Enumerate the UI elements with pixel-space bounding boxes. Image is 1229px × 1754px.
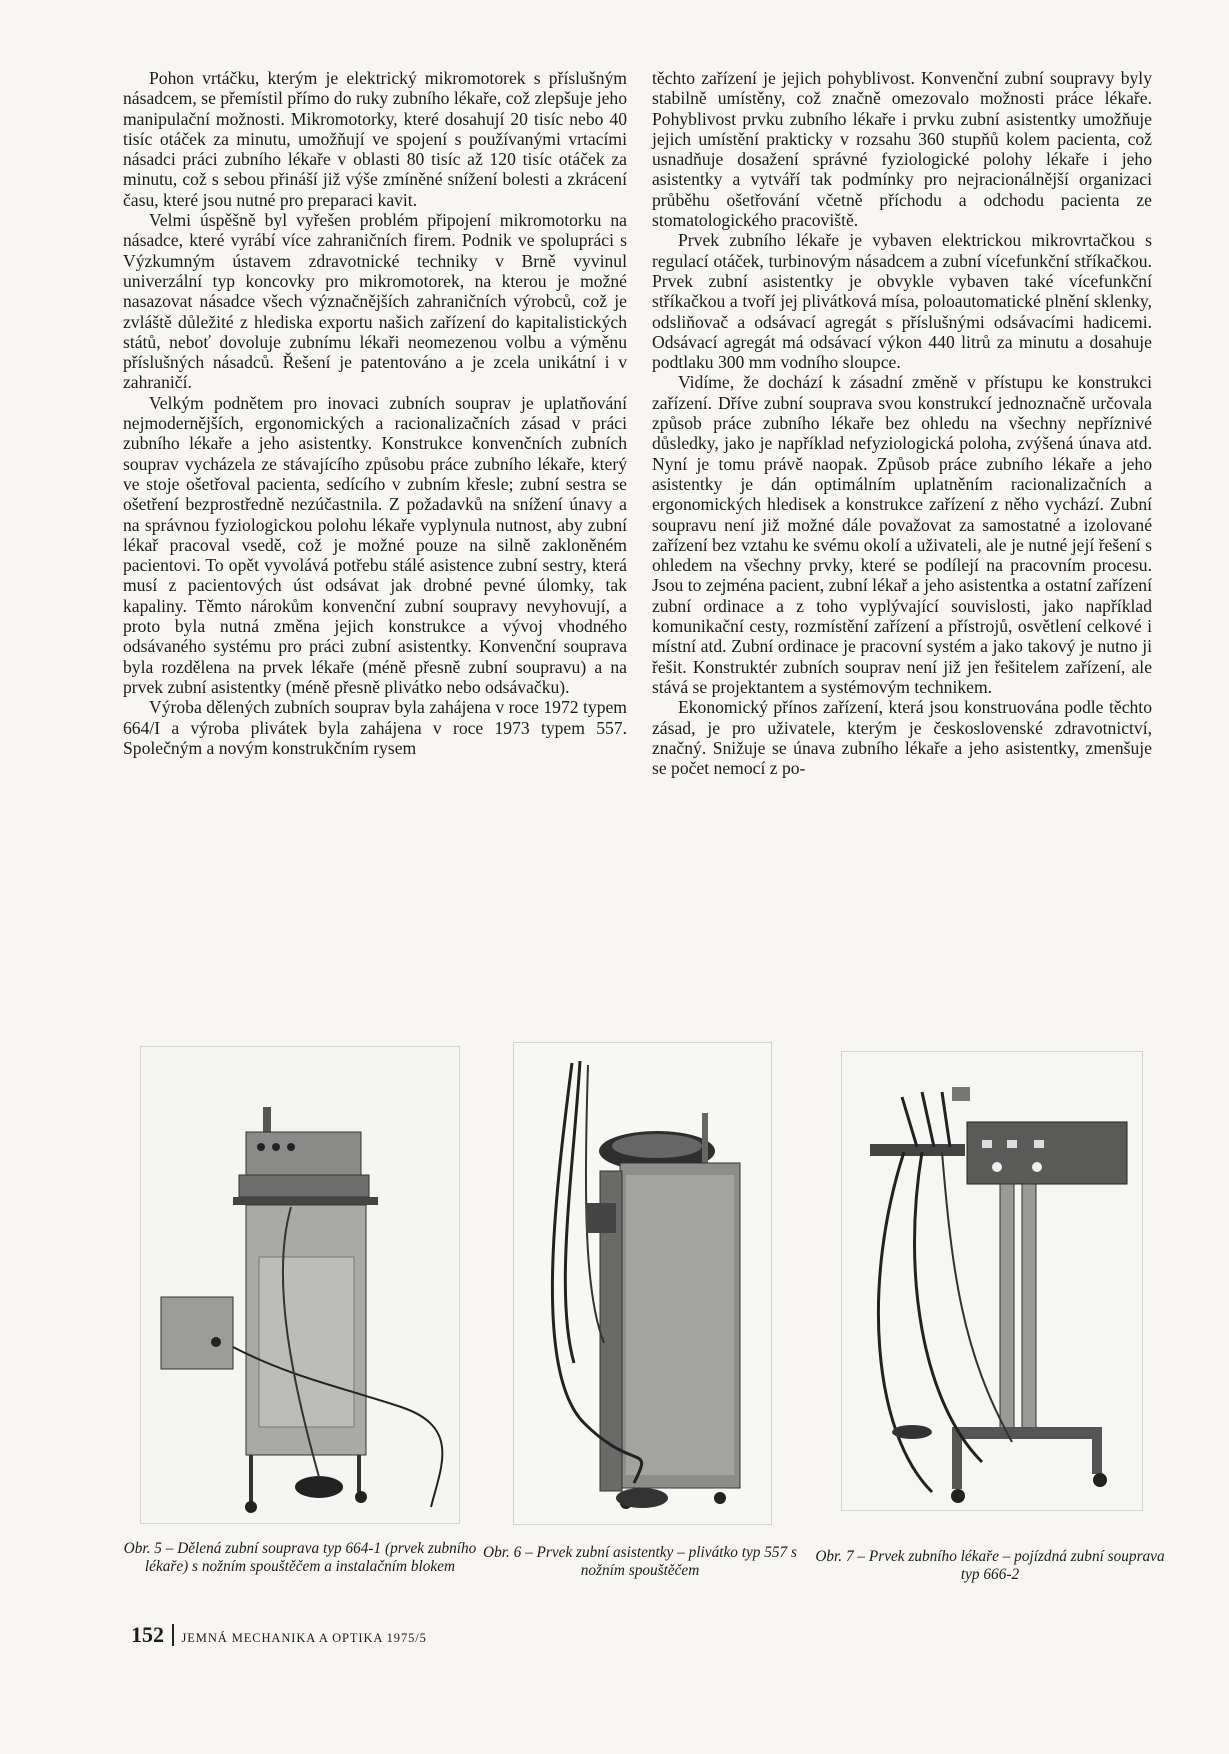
- paragraph: Vidíme, že dochází k zásadní změně v přístupu ke konstrukci zařízení. Dříve zubní souprava svou konstrukcí jednoznačně určovala způsob práce zubního lékaře bez ohledu na všechny nepříznivé důsledky, jako je například nefyziologická poloha, zvýšená únava atd. Nyní je tomu právě naopak. Způsob práce zubního lékaře a jeho asistentky je dán optimálním uplatněním racionalizačních a ergonomických hledisek a konstrukce zařízení z něho vychází. Zubní soupravu není již možné dále považovat za samostatné a izolované zařízení bez vztahu ke svému okolí a uživateli, ale je nutné její řešení s ohledem na všechny prvky, které se podílejí na pracovním procesu. Jsou to zejména pacient, zubní lékař a jeho asistentka a ostatní zařízení zubní ordinace a z toho vyplývající souvislosti, jako například komunikační cesty, rozmístění zařízení a přístrojů, osvětlení celkové i místní atd. Zubní ordinace je pracovní systém a jako takový je nutno ji řešit. Konstruktér zubních souprav není již jen řešitelem zařízení, ale stává se projektantem a systémovým technikem.: [652, 372, 1152, 697]
- text-column-left: [123, 68, 627, 758]
- paragraph: Výroba dělených zubních souprav byla zahájena v roce 1972 typem 664/I a výroba plivátek byla zahájena v roce 1973 typem 557. Společným a novým konstrukčním rysem: [123, 697, 627, 758]
- photo-spittoon-557: [513, 1042, 772, 1525]
- figure-caption-5: Obr. 5 – Dělená zubní souprava typ 664-1 (prvek zubního lékaře) s nožním spouštěčem a instalačním blokem: [123, 1540, 477, 1575]
- footer-divider: [172, 1624, 174, 1646]
- figure-caption-7: Obr. 7 – Prvek zubního lékaře – pojízdná zubní souprava typ 666-2: [815, 1548, 1165, 1583]
- photo-dental-unit-664: [140, 1046, 460, 1524]
- figure-caption-6: Obr. 6 – Prvek zubní asistentky – plivátko typ 557 s nožním spouštěčem: [483, 1544, 797, 1579]
- paragraph: Velmi úspěšně byl vyřešen problém připojení mikromotorku na násadce, které vyrábí více zahraničních firem. Podnik ve spolupráci s Výzkumným ústavem zdravotnické techniky v Brně vyvinul univerzální typ koncovky pro mikromotorek, na kterou je možné nasazovat násadce všech význačnějších zahraničních výrobců, což je zvláště důležité z hlediska exportu našich zařízení do kapitalistických států, neboť dovoluje zubnímu lékaři neomezenou volbu a výměnu příslušných násadců. Řešení je patentováno a je zcela unikátní i v zahraničí.: [123, 210, 627, 393]
- paragraph: Ekonomický přínos zařízení, která jsou konstruována podle těchto zásad, je pro uživatele, kterým je československé zdravotnictví, značný. Snižuje se únava zubního lékaře a jeho asistentky, zmenšuje se počet nemocí z po-: [652, 697, 1152, 779]
- paragraph: Prvek zubního lékaře je vybaven elektrickou mikrovrtačkou s regulací otáček, turbinovým násadcem a zubní vícefunkční stříkačkou. Prvek zubní asistentky je obvykle vybaven také vícefunkční stříkačkou a tvoří jej plivátková mísa, poloautomatické plnění sklenky, odsliňovač a odsávací agregát s příslušnými odsávacími hadicemi. Odsávací agregát má odsávací výkon 440 litrů za minutu a dosahuje podtlaku 300 mm vodního sloupce.: [652, 230, 1152, 373]
- page-number: 152: [131, 1622, 164, 1647]
- paragraph: těchto zařízení je jejich pohyblivost. Konvenční zubní soupravy byly stabilně umístěny, což značně omezovalo možnosti práce lékaře. Pohyblivost prvku zubního lékaře i prvku zubní asistentky umožňuje jejich umístění prakticky v rozsahu 360 stupňů kolem pacienta, což usnadňuje dosažení správné fyziologické polohy lékaře i jeho asistentky a vytváří tak podmínky pro nejracionálnější organizaci průběhu ošetřování včetně příchodu a odchodu pacienta ze stomatologického pracoviště.: [652, 68, 1152, 231]
- paragraph: Velkým podnětem pro inovaci zubních souprav je uplatňování nejmodernějších, ergonomických a racionalizačních zásad v práci zubního lékaře a jeho asistentky. Konstrukce konvenčních zubních souprav vycházela ze stávajícího způsobu práce zubního lékaře, který ve stoje ošetřoval pacienta, sedícího v zubním křesle; zubní sestra se ošetření bezprostředně nezúčastnila. Z požadavků na snížení únavy a na správnou fyziologickou polohu lékaře vyplynula nutnost, aby zubní lékař pracoval vsedě, což je možné pouze na silně zakloněném pacientovi. To opět vyvolává potřebu stálé asistence zubní sestry, která musí z pacientových úst odsávat jak drobné pevné úlomky, tak kapaliny. Těmto nárokům konvenční zubní soupravy nevyhovují, a proto byla nutná změna jejich konstrukce a vývoj vhodného odsávaného systému pro práci zubní asistentky. Konvenční souprava byla rozdělena na prvek lékaře (méně přesně zubní soupravu) a na prvek zubní asistentky (méně přesně plivátko nebo odsávačku).: [123, 392, 627, 697]
- page-footer: [131, 1620, 427, 1648]
- photo-mobile-unit-666: [841, 1051, 1143, 1511]
- paragraph: Pohon vrtáčku, kterým je elektrický mikromotorek s příslušným násadcem, se přemístil přímo do ruky zubního lékaře, což zlepšuje jeho manipulační možnosti. Mikromotorky, které dosahují 20 tisíc nebo 40 tisíc otáček za minutu, umožňují ve spojení s používanými vrtacími násadci práci zubního lékaře v oblasti 80 tisíc až 120 tisíc otáček za minutu, což s sebou přináší již výše zmíněné snížení bolesti a zkrácení času, které jsou nutné pro preparaci kavit.: [123, 68, 627, 210]
- journal-title: JEMNÁ MECHANIKA A OPTIKA 1975/5: [181, 1631, 427, 1645]
- text-column-right: [652, 68, 1152, 778]
